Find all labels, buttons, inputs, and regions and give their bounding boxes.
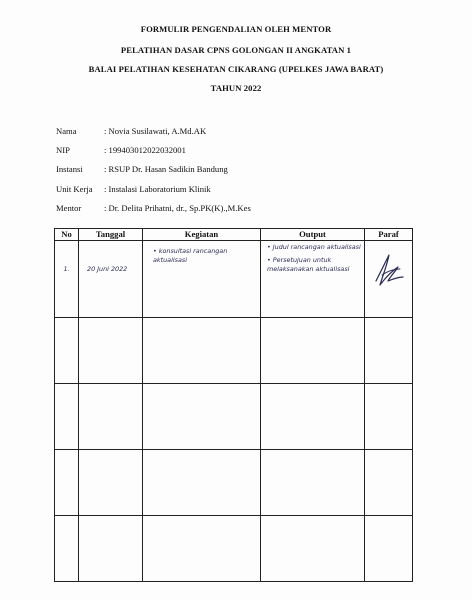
mentor-signature-icon bbox=[372, 247, 406, 289]
column-header-paraf: Paraf bbox=[365, 229, 413, 241]
row-output-item: • Judul rancangan aktualisasi bbox=[267, 243, 361, 251]
table-row bbox=[55, 450, 413, 516]
identity-label: Mentor bbox=[56, 202, 82, 213]
header-program: PELATIHAN DASAR CPNS GOLONGAN II ANGKATAN 1 bbox=[120, 45, 352, 55]
cell-kegiatan bbox=[143, 384, 261, 450]
cell-tanggal bbox=[79, 241, 143, 318]
cell-tanggal bbox=[79, 516, 143, 582]
mentoring-table bbox=[54, 228, 413, 582]
cell-tanggal bbox=[79, 450, 143, 516]
cell-paraf bbox=[365, 516, 413, 582]
column-header-tanggal: Tanggal bbox=[79, 229, 143, 241]
cell-kegiatan bbox=[143, 318, 261, 384]
cell-tanggal bbox=[79, 318, 143, 384]
cell-output bbox=[261, 384, 365, 450]
identity-label: Nama bbox=[56, 126, 77, 136]
header-year: TAHUN 2022 bbox=[210, 83, 262, 93]
column-header-no: No bbox=[55, 229, 79, 241]
column-header-kegiatan: Kegiatan bbox=[143, 229, 261, 241]
row-output-item: • Persetujuan untuk melaksanakan aktualisasi bbox=[267, 256, 350, 273]
table-header-row bbox=[55, 229, 413, 241]
table-row bbox=[55, 384, 413, 450]
cell-output bbox=[261, 318, 365, 384]
header-title: FORMULIR PENGENDALIAN OLEH MENTOR bbox=[140, 24, 332, 34]
cell-paraf bbox=[365, 318, 413, 384]
table-row bbox=[55, 241, 413, 318]
identity-value: : Dr. Delita Prihatni, dr., Sp.PK(K).,M.Kes bbox=[104, 202, 251, 213]
column-header-output: Output bbox=[261, 229, 365, 241]
identity-value: : 199403012022032001 bbox=[104, 145, 186, 156]
identity-label: Instansi bbox=[56, 164, 83, 175]
identity-value: : RSUP Dr. Hasan Sadikin Bandung bbox=[104, 164, 228, 175]
cell-paraf bbox=[365, 450, 413, 516]
table-row bbox=[55, 516, 413, 582]
cell-paraf bbox=[365, 384, 413, 450]
cell-no bbox=[55, 450, 79, 516]
header-institution: BALAI PELATIHAN KESEHATAN CIKARANG (UPELKES JAWA BARAT) bbox=[88, 64, 384, 74]
cell-output bbox=[261, 241, 365, 318]
cell-paraf bbox=[365, 241, 413, 318]
cell-tanggal bbox=[79, 384, 143, 450]
cell-kegiatan bbox=[143, 516, 261, 582]
cell-no bbox=[55, 516, 79, 582]
row-activity: • konsultasi rancangan aktualisasi bbox=[153, 247, 228, 264]
row-number: 1. bbox=[63, 265, 70, 273]
identity-value: : Instalasi Laboratorium Klinik bbox=[104, 183, 211, 194]
cell-no bbox=[55, 241, 79, 318]
mentoring-table-wrap bbox=[54, 228, 412, 586]
cell-no bbox=[55, 384, 79, 450]
cell-output bbox=[261, 516, 365, 582]
identity-value: : Novia Susilawati, A.Md.AK bbox=[104, 126, 207, 136]
identity-label: Unit Kerja bbox=[56, 183, 93, 194]
identity-label: NIP bbox=[56, 145, 70, 156]
cell-kegiatan bbox=[143, 241, 261, 318]
cell-output bbox=[261, 450, 365, 516]
row-output-list bbox=[261, 241, 364, 274]
row-date: 20 Juni 2022 bbox=[87, 265, 128, 273]
cell-no bbox=[55, 318, 79, 384]
table-row bbox=[55, 318, 413, 384]
cell-kegiatan bbox=[143, 450, 261, 516]
